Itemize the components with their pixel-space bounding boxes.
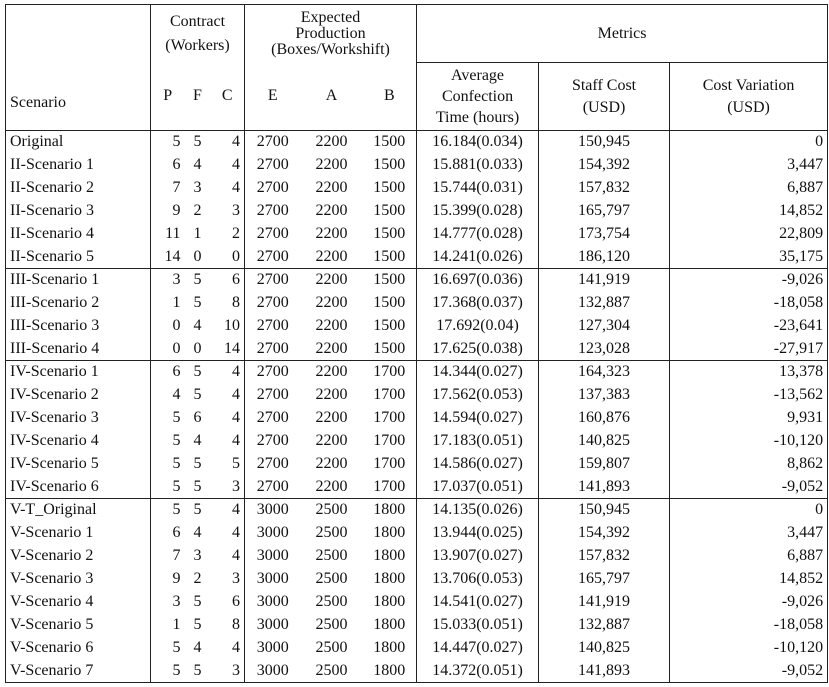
scenario-header: Scenario [6, 5, 151, 131]
e-cell: 2700 [256, 455, 289, 472]
staff-cost-cell: 140,825 [539, 430, 670, 453]
f-cell: 5 [193, 593, 202, 610]
table-row [6, 568, 828, 591]
e-cell: 2700 [256, 477, 289, 495]
p-cell: 0 [172, 317, 181, 334]
f-cell: 6 [193, 409, 202, 426]
scenario-cell: II-Scenario 5 [6, 246, 151, 269]
table-row [6, 407, 828, 430]
scenario-cell: II-Scenario 3 [6, 200, 151, 223]
staff-cost-cell: 164,323 [539, 361, 670, 384]
avg-time-cell: 17.562(0.053) [417, 384, 539, 407]
table-row [6, 476, 828, 499]
table-row [6, 499, 828, 522]
staff-cost-cell: 132,887 [539, 614, 670, 637]
b-cell: 1500 [363, 200, 417, 223]
staff-header-line2: (USD) [582, 98, 626, 116]
avg-time-cell: 14.135(0.026) [417, 499, 539, 522]
p-cell: 5 [151, 131, 185, 154]
a-cell: 2500 [315, 524, 348, 541]
c-cell: 5 [211, 453, 245, 476]
c-cell: 0 [211, 246, 245, 269]
p-cell: 3 [151, 269, 185, 292]
b-cell: 1700 [363, 453, 417, 476]
cost-variation-cell: 13,378 [670, 361, 828, 384]
e-cell: 2700 [256, 432, 289, 449]
c-cell: 4 [211, 430, 245, 453]
table-row [6, 361, 828, 384]
staff-cost-cell: 141,893 [539, 476, 670, 499]
staff-cost-cell: 154,392 [539, 154, 670, 177]
a-cell: 2200 [315, 156, 348, 173]
c-cell: 4 [211, 177, 245, 200]
f-cell: 4 [193, 317, 202, 334]
cost-variation-cell: 14,852 [670, 568, 828, 591]
avg-time-cell: 17.368(0.037) [417, 292, 539, 315]
f-cell: 4 [193, 639, 202, 656]
staff-cost-cell: 160,876 [539, 407, 670, 430]
avg-header-line1: Average [451, 67, 505, 84]
staff-cost-cell: 140,825 [539, 637, 670, 660]
p-cell: 9 [172, 202, 181, 219]
c-cell: 4 [211, 384, 245, 407]
c-cell: 3 [211, 568, 245, 591]
c-cell: 6 [211, 591, 245, 614]
f-cell: 3 [193, 179, 202, 196]
cost-variation-cell: -23,641 [670, 315, 828, 338]
p-cell: 5 [151, 499, 185, 522]
contract-group-header [151, 5, 245, 63]
table-row [6, 660, 828, 683]
p-cell: 5 [151, 660, 185, 683]
cost-variation-cell: 14,852 [670, 200, 828, 223]
p-cell: 4 [172, 386, 181, 403]
cost-variation-cell: 3,447 [670, 522, 828, 545]
var-header-line1: Cost Variation [702, 76, 795, 94]
scenario-cell: III-Scenario 4 [6, 338, 151, 361]
a-cell: 2200 [315, 247, 348, 265]
c-cell: 4 [211, 131, 245, 154]
avg-time-cell: 15.744(0.031) [417, 177, 539, 200]
p-cell: 3 [172, 593, 181, 610]
staff-cost-cell: 132,887 [539, 292, 670, 315]
staff-cost-cell: 123,028 [539, 338, 670, 361]
scenario-cell: V-Scenario 2 [6, 545, 151, 568]
a-cell: 2200 [315, 409, 348, 426]
cost-variation-cell: 6,887 [670, 177, 828, 200]
f-cell: 5 [193, 294, 202, 311]
e-cell: 2700 [256, 317, 289, 334]
c-cell: 8 [211, 614, 245, 637]
b-cell: 1500 [363, 223, 417, 246]
cost-variation-cell: 22,809 [670, 223, 828, 246]
b-cell: 1500 [363, 292, 417, 315]
a-cell: 2500 [315, 616, 348, 633]
e-cell: 2700 [256, 225, 289, 242]
cost-variation-header [670, 63, 828, 131]
scenario-cell: IV-Scenario 2 [6, 384, 151, 407]
table-row [6, 430, 828, 453]
avg-time-cell: 15.399(0.028) [417, 200, 539, 223]
cost-variation-cell: -13,562 [670, 384, 828, 407]
e-cell: 3000 [245, 499, 301, 522]
scenario-cell: V-Scenario 6 [6, 637, 151, 660]
table-row [6, 177, 828, 200]
c-cell: 4 [211, 522, 245, 545]
f-cell: 5 [185, 499, 211, 522]
staff-cost-cell: 137,383 [539, 384, 670, 407]
f-cell: 5 [193, 616, 202, 633]
e-cell: 2700 [256, 386, 289, 403]
a-cell: 2200 [315, 225, 348, 242]
c-cell: 6 [211, 269, 245, 292]
scenario-cell: III-Scenario 1 [6, 269, 151, 292]
f-cell: 2 [193, 202, 202, 219]
b-cell: 1800 [363, 637, 417, 660]
b-cell: 1500 [363, 315, 417, 338]
a-cell: 2200 [315, 317, 348, 334]
b-cell: 1700 [363, 430, 417, 453]
metrics-group-header: Metrics [417, 5, 828, 63]
avg-time-cell: 14.594(0.027) [417, 407, 539, 430]
a-cell: 2200 [301, 131, 363, 154]
p-cell: 5 [172, 409, 181, 426]
f-cell: 4 [193, 156, 202, 173]
p-cell: 6 [172, 524, 181, 541]
p-header: P [163, 87, 173, 105]
e-cell: 3000 [256, 524, 289, 541]
avg-header-line3: Time (hours) [435, 109, 520, 126]
a-cell: 2500 [301, 660, 363, 683]
scenario-results-table [5, 4, 828, 683]
table-row [6, 453, 828, 476]
f-cell: 3 [193, 547, 202, 564]
table-row [6, 223, 828, 246]
f-cell: 5 [193, 477, 202, 495]
production-header-line3: (Boxes/Workshift) [271, 40, 390, 58]
f-cell: 0 [193, 339, 202, 357]
b-cell: 1700 [363, 361, 417, 384]
avg-time-cell: 14.372(0.051) [417, 660, 539, 683]
staff-cost-cell: 165,797 [539, 200, 670, 223]
a-cell: 2200 [315, 339, 348, 357]
p-cell: 0 [172, 339, 181, 357]
p-cell: 5 [172, 455, 181, 472]
e-cell: 2700 [245, 131, 301, 154]
cost-variation-cell: -9,052 [670, 476, 828, 499]
e-cell: 2700 [256, 339, 289, 357]
p-cell: 9 [172, 570, 181, 587]
a-cell: 2200 [315, 455, 348, 472]
cost-variation-cell: 0 [670, 499, 828, 522]
staff-cost-cell: 141,893 [539, 660, 670, 683]
a-cell: 2500 [315, 639, 348, 656]
scenario-cell: IV-Scenario 3 [6, 407, 151, 430]
b-cell: 1800 [363, 499, 417, 522]
cost-variation-cell: -27,917 [670, 338, 828, 361]
e-cell: 2700 [245, 269, 301, 292]
production-header-line2: Production [295, 24, 366, 42]
a-cell: 2500 [315, 547, 348, 564]
table-header [6, 5, 828, 131]
e-header: E [267, 87, 278, 105]
scenario-cell: V-Scenario 1 [6, 522, 151, 545]
scenario-cell: IV-Scenario 4 [6, 430, 151, 453]
c-cell: 3 [211, 476, 245, 499]
e-cell: 2700 [256, 179, 289, 196]
avg-time-cell: 14.447(0.027) [417, 637, 539, 660]
cost-variation-cell: -9,026 [670, 591, 828, 614]
c-cell: 2 [211, 223, 245, 246]
p-cell: 7 [172, 547, 181, 564]
staff-cost-cell: 141,919 [539, 269, 670, 292]
p-cell: 1 [172, 616, 181, 633]
table-body [6, 131, 828, 683]
table-row [6, 522, 828, 545]
f-cell: 0 [193, 247, 202, 265]
p-cell: 6 [151, 361, 185, 384]
avg-time-cell: 14.241(0.026) [417, 246, 539, 269]
a-cell: 2200 [315, 432, 348, 449]
avg-time-cell: 17.692(0.04) [417, 315, 539, 338]
c-cell: 14 [211, 338, 245, 361]
a-cell: 2200 [301, 361, 363, 384]
table-row [6, 545, 828, 568]
e-cell: 2700 [256, 247, 289, 265]
c-header: C [211, 63, 245, 131]
cost-variation-cell: -10,120 [670, 637, 828, 660]
staff-cost-header [539, 63, 670, 131]
e-cell: 2700 [256, 294, 289, 311]
cost-variation-cell: -9,026 [670, 269, 828, 292]
cost-variation-cell: -18,058 [670, 614, 828, 637]
scenario-cell: IV-Scenario 1 [6, 361, 151, 384]
staff-cost-cell: 186,120 [539, 246, 670, 269]
scenario-cell: Original [6, 131, 151, 154]
production-group-header [245, 5, 417, 63]
c-cell: 4 [211, 407, 245, 430]
scenario-cell: III-Scenario 2 [6, 292, 151, 315]
f-cell: 4 [193, 432, 202, 449]
a-cell: 2500 [315, 593, 348, 610]
table-row [6, 131, 828, 154]
avg-time-cell: 14.777(0.028) [417, 223, 539, 246]
a-cell: 2200 [315, 179, 348, 196]
c-cell: 4 [211, 499, 245, 522]
b-cell: 1700 [363, 384, 417, 407]
b-cell: 1500 [363, 131, 417, 154]
cost-variation-cell: -9,052 [670, 660, 828, 683]
avg-time-cell: 14.541(0.027) [417, 591, 539, 614]
f-cell: 5 [185, 361, 211, 384]
table-row [6, 637, 828, 660]
avg-time-cell: 17.037(0.051) [417, 476, 539, 499]
table-row [6, 269, 828, 292]
contract-header-line1: Contract [169, 12, 226, 30]
staff-cost-cell: 127,304 [539, 315, 670, 338]
cost-variation-cell: -18,058 [670, 292, 828, 315]
c-cell: 10 [211, 315, 245, 338]
staff-cost-cell: 165,797 [539, 568, 670, 591]
staff-cost-cell: 150,945 [539, 499, 670, 522]
f-cell: 5 [193, 455, 202, 472]
f-cell: 2 [193, 570, 202, 587]
avg-time-cell: 14.586(0.027) [417, 453, 539, 476]
scenario-cell: V-Scenario 7 [6, 660, 151, 683]
a-cell: 2200 [315, 294, 348, 311]
c-cell: 8 [211, 292, 245, 315]
staff-header-line1: Staff Cost [571, 76, 637, 94]
b-cell: 1500 [363, 338, 417, 361]
b-cell: 1800 [363, 591, 417, 614]
staff-cost-cell: 157,832 [539, 177, 670, 200]
avg-time-cell: 16.184(0.034) [417, 131, 539, 154]
table-row [6, 200, 828, 223]
scenario-cell: III-Scenario 3 [6, 315, 151, 338]
scenario-cell: IV-Scenario 6 [6, 476, 151, 499]
b-cell: 1500 [363, 246, 417, 269]
cost-variation-cell: 6,887 [670, 545, 828, 568]
production-header-line1: Expected [300, 8, 361, 26]
avg-time-cell: 16.697(0.036) [417, 269, 539, 292]
a-cell: 2500 [315, 570, 348, 587]
b-cell: 1500 [363, 154, 417, 177]
staff-cost-cell: 157,832 [539, 545, 670, 568]
avg-time-cell: 14.344(0.027) [417, 361, 539, 384]
a-cell: 2500 [301, 499, 363, 522]
e-cell: 2700 [256, 156, 289, 173]
table-row [6, 154, 828, 177]
e-cell: 2700 [245, 361, 301, 384]
c-cell: 4 [211, 637, 245, 660]
b-cell: 1700 [363, 476, 417, 499]
scenario-cell: V-Scenario 4 [6, 591, 151, 614]
avg-time-cell: 13.944(0.025) [417, 522, 539, 545]
b-cell: 1800 [363, 522, 417, 545]
a-cell: 2200 [315, 386, 348, 403]
table-row [6, 614, 828, 637]
staff-cost-cell: 159,807 [539, 453, 670, 476]
b-cell: 1700 [363, 407, 417, 430]
scenario-cell: II-Scenario 1 [6, 154, 151, 177]
f-cell: 5 [193, 386, 202, 403]
avg-time-cell: 13.907(0.027) [417, 545, 539, 568]
scenario-cell: IV-Scenario 5 [6, 453, 151, 476]
f-cell: 5 [185, 131, 211, 154]
var-header-line2: (USD) [727, 98, 770, 116]
f-cell: 4 [193, 524, 202, 541]
table-row [6, 384, 828, 407]
b-cell: 1800 [363, 545, 417, 568]
avg-time-cell: 13.706(0.053) [417, 568, 539, 591]
f-cell: 1 [193, 225, 202, 242]
e-cell: 3000 [256, 593, 289, 610]
cost-variation-cell: 8,862 [670, 453, 828, 476]
b-cell: 1800 [363, 568, 417, 591]
p-cell: 1 [172, 294, 181, 311]
a-cell: 2200 [315, 202, 348, 219]
e-cell: 3000 [256, 547, 289, 564]
a-cell: 2200 [315, 477, 348, 495]
p-cell: 14 [164, 247, 181, 265]
table-row [6, 338, 828, 361]
f-header: F [193, 87, 202, 105]
e-cell: 2700 [256, 202, 289, 219]
p-cell: 5 [172, 477, 181, 495]
staff-cost-cell: 141,919 [539, 591, 670, 614]
cost-variation-cell: 3,447 [670, 154, 828, 177]
scenario-cell: V-Scenario 3 [6, 568, 151, 591]
scenario-cell: V-Scenario 5 [6, 614, 151, 637]
c-cell: 4 [211, 154, 245, 177]
staff-cost-cell: 173,754 [539, 223, 670, 246]
a-header: A [325, 87, 338, 105]
avg-time-cell: 17.183(0.051) [417, 430, 539, 453]
b-cell: 1500 [363, 177, 417, 200]
cost-variation-cell: 9,931 [670, 407, 828, 430]
staff-cost-cell: 154,392 [539, 522, 670, 545]
avg-time-cell: 15.881(0.033) [417, 154, 539, 177]
e-cell: 2700 [256, 409, 289, 426]
avg-time-header [417, 63, 539, 131]
e-cell: 3000 [256, 616, 289, 633]
p-cell: 11 [165, 225, 181, 242]
f-cell: 5 [185, 269, 211, 292]
scenario-cell: V-T_Original [6, 499, 151, 522]
avg-header-line2: Confection [441, 88, 514, 105]
c-cell: 3 [211, 660, 245, 683]
scenario-cell: II-Scenario 2 [6, 177, 151, 200]
table-row [6, 591, 828, 614]
contract-header-line2: (Workers) [165, 36, 230, 54]
f-cell: 5 [185, 660, 211, 683]
b-cell: 1800 [363, 660, 417, 683]
p-cell: 5 [172, 639, 181, 656]
cost-variation-cell: 35,175 [670, 246, 828, 269]
c-cell: 3 [211, 200, 245, 223]
c-cell: 4 [211, 361, 245, 384]
table-row [6, 246, 828, 269]
b-cell: 1800 [363, 614, 417, 637]
cost-variation-cell: -10,120 [670, 430, 828, 453]
e-cell: 3000 [256, 570, 289, 587]
b-header: B [363, 63, 417, 131]
c-cell: 4 [211, 545, 245, 568]
e-cell: 3000 [245, 660, 301, 683]
table-row [6, 315, 828, 338]
staff-cost-cell: 150,945 [539, 131, 670, 154]
p-cell: 5 [172, 432, 181, 449]
cost-variation-cell: 0 [670, 131, 828, 154]
a-cell: 2200 [301, 269, 363, 292]
b-cell: 1500 [363, 269, 417, 292]
p-cell: 7 [172, 179, 181, 196]
avg-time-cell: 15.033(0.051) [417, 614, 539, 637]
avg-time-cell: 17.625(0.038) [417, 338, 539, 361]
p-cell: 6 [172, 156, 181, 173]
e-cell: 3000 [256, 639, 289, 656]
table-row [6, 292, 828, 315]
scenario-cell: II-Scenario 4 [6, 223, 151, 246]
